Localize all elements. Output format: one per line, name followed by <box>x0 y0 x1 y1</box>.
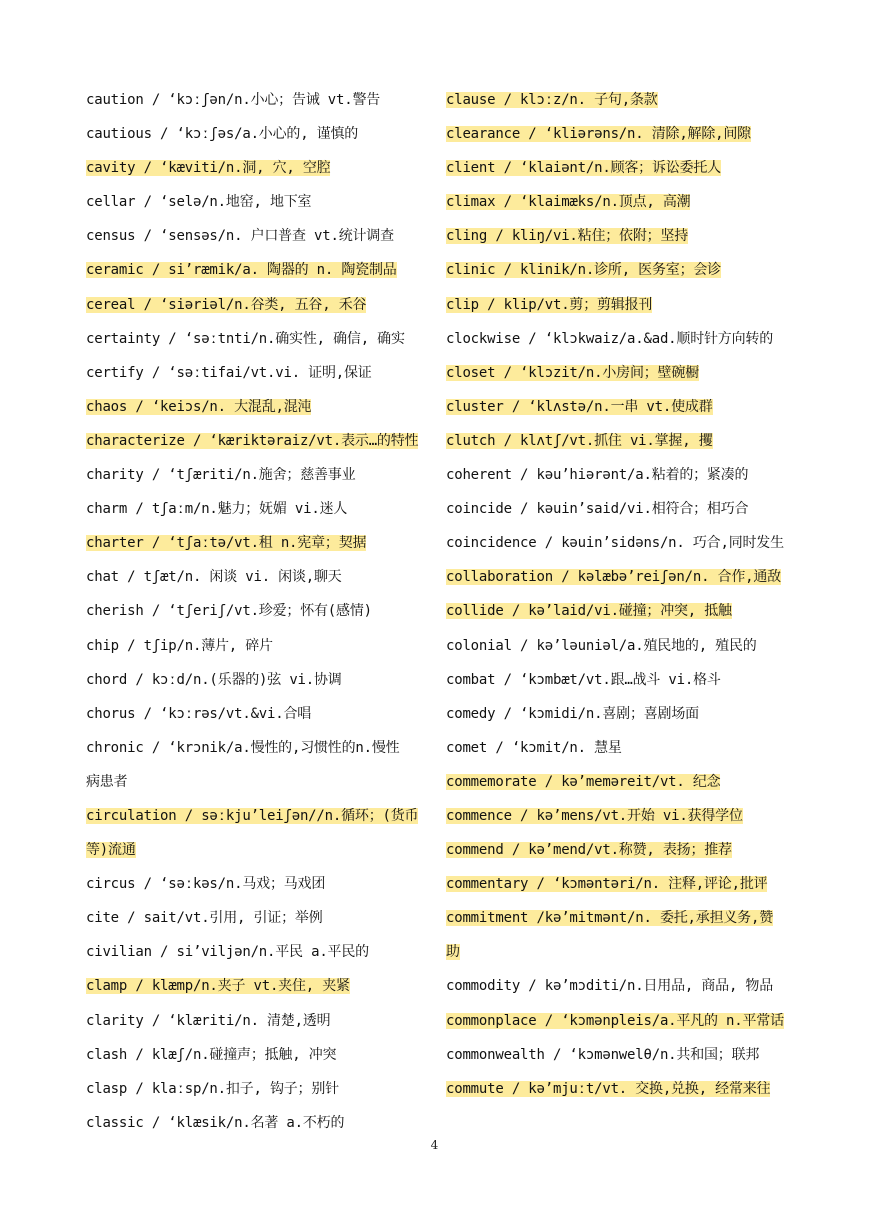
vocab-entry <box>446 765 782 799</box>
vocab-entry <box>86 288 422 322</box>
vocab-entry <box>446 1004 782 1038</box>
vocab-entry-text: client / ‘klaiənt/n.顾客；诉讼委托人 <box>446 160 721 177</box>
vocab-entry <box>446 117 782 151</box>
vocab-entry <box>86 935 422 969</box>
vocab-entry-text: collide / kə’laid/vi.碰撞；冲突, 抵触 <box>446 603 732 620</box>
vocab-entry-text: civilian / si’viljən/n.平民 a.平民的 <box>86 944 369 961</box>
vocab-entry-text: clinic / klinik/n.诊所, 医务室；会诊 <box>446 262 721 279</box>
vocab-entry-text: chord / kɔːd/n.(乐器的)弦 vi.协调 <box>86 671 342 688</box>
vocab-entry <box>446 969 782 1003</box>
vocab-entry-text: climax / ‘klaimæks/n.顶点, 高潮 <box>446 194 691 211</box>
vocab-entry-text: coherent / kəu’hiərənt/a.粘着的；紧凑的 <box>446 467 749 484</box>
vocab-entry-text: commodity / kə’mɔditi/n.日用品, 商品, 物品 <box>446 978 774 995</box>
vocab-entry <box>446 83 782 117</box>
vocab-entry-text: ceramic / si’ræmik/a. 陶器的 n. 陶瓷制品 <box>86 262 397 279</box>
vocab-entry <box>446 731 782 765</box>
vocab-entry <box>446 594 782 628</box>
vocab-entry <box>86 833 422 867</box>
vocab-entry-text: comet / ‘kɔmit/n. 慧星 <box>446 739 622 756</box>
vocab-entry-text: commence / kə’mens/vt.开始 vi.获得学位 <box>446 807 743 824</box>
vocab-entry <box>86 594 422 628</box>
vocab-entry-text: coincide / kəuin’said/vi.相符合；相巧合 <box>446 501 749 518</box>
vocab-entry-text: chorus / ‘kɔːrəs/vt.&vi.合唱 <box>86 705 312 722</box>
vocab-entry-text: clash / klæʃ/n.碰撞声；抵触, 冲突 <box>86 1046 337 1063</box>
vocab-entry-text: clasp / klaːsp/n.扣子, 钩子；别针 <box>86 1080 339 1097</box>
vocab-entry <box>446 1072 782 1106</box>
vocab-entry-text: circus / ‘səːkəs/n.马戏；马戏团 <box>86 876 326 893</box>
page-number: 4 <box>430 1138 439 1152</box>
vocab-entry-text: commute / kə’mjuːt/vt. 交换,兑换, 经常来往 <box>446 1080 771 1097</box>
vocab-entry-text: 等)流通 <box>86 842 136 859</box>
vocab-entry <box>86 1072 422 1106</box>
vocab-entry <box>86 560 422 594</box>
vocab-entry-text: commitment /kə’mitmənt/n. 委托,承担义务,赞 <box>446 910 774 927</box>
vocab-entry-text: chaos / ‘keiɔs/n. 大混乱,混沌 <box>86 398 312 415</box>
vocab-entry-text: charter / ‘tʃaːtə/vt.租 n.宪章；契据 <box>86 535 367 552</box>
vocab-entry <box>86 185 422 219</box>
vocab-entry <box>446 526 782 560</box>
vocab-entry <box>86 526 422 560</box>
vocab-entry <box>446 390 782 424</box>
vocab-entry <box>86 390 422 424</box>
vocab-entry-text: cereal / ‘siəriəl/n.谷类, 五谷, 禾谷 <box>86 296 367 313</box>
vocab-entry <box>86 356 422 390</box>
vocab-entry <box>86 253 422 287</box>
vocab-entry-text: cautious / ‘kɔːʃəs/a.小心的, 谨慎的 <box>86 126 359 143</box>
vocab-entry-text: combat / ‘kɔmbæt/vt.跟…战斗 vi.格斗 <box>446 671 721 688</box>
vocab-entry <box>86 219 422 253</box>
left-column <box>86 83 422 1140</box>
vocab-entry <box>446 935 782 969</box>
vocab-entry-text: commentary / ‘kɔməntəri/n. 注释,评论,批评 <box>446 876 768 893</box>
vocab-entry-text: cluster / ‘klʌstə/n.一串 vt.使成群 <box>446 398 713 415</box>
vocab-entry-text: colonial / kə’ləuniəl/a.殖民地的, 殖民的 <box>446 637 757 654</box>
vocab-entry-text: commonwealth / ‘kɔmənwelθ/n.共和国；联邦 <box>446 1046 760 1063</box>
vocab-entry-text: commonplace / ‘kɔmənpleis/a.平凡的 n.平常话 <box>446 1012 784 1029</box>
vocab-entry <box>86 697 422 731</box>
vocab-entry-text: clockwise / ‘klɔkwaiz/a.&ad.顺时针方向转的 <box>446 330 774 347</box>
vocab-entry <box>446 697 782 731</box>
vocab-entry-text: 病患者 <box>86 773 128 790</box>
vocab-entry-text: comedy / ‘kɔmidi/n.喜剧；喜剧场面 <box>446 705 699 722</box>
vocab-entry <box>86 458 422 492</box>
vocab-entry <box>446 1038 782 1072</box>
vocab-entry <box>446 833 782 867</box>
vocab-entry-text: charity / ‘tʃæriti/n.施舍；慈善事业 <box>86 467 356 484</box>
vocab-entry <box>446 458 782 492</box>
vocab-entry <box>446 288 782 322</box>
vocab-entry <box>86 969 422 1003</box>
vocab-entry <box>86 799 422 833</box>
vocab-entry <box>86 322 422 356</box>
vocab-entry <box>446 492 782 526</box>
vocab-entry-text: certainty / ‘səːtnti/n.确实性, 确信, 确实 <box>86 330 405 347</box>
vocab-entry <box>86 492 422 526</box>
vocab-entry-text: closet / ‘klɔzit/n.小房间；壁碗橱 <box>446 364 699 381</box>
vocab-entry <box>86 901 422 935</box>
vocab-entry <box>86 1038 422 1072</box>
vocab-entry-text: chat / tʃæt/n. 闲谈 vi. 闲谈,聊天 <box>86 569 342 586</box>
vocab-entry-text: charm / tʃaːm/n.魅力；妩媚 vi.迷人 <box>86 501 348 518</box>
vocab-entry <box>86 1106 422 1140</box>
vocab-entry-text: clause / klɔːz/n. 子句,条款 <box>446 92 658 108</box>
vocab-entry <box>86 117 422 151</box>
vocab-entry-text: cavity / ‘kæviti/n.洞, 穴, 空腔 <box>86 160 331 177</box>
vocab-entry <box>446 867 782 901</box>
vocab-entry-text: cling / kliŋ/vi.粘住；依附；坚持 <box>446 228 689 245</box>
vocab-entry-text: certify / ‘səːtifai/vt.vi. 证明,保证 <box>86 364 372 381</box>
vocab-entry-text: chronic / ‘krɔnik/a.慢性的,习惯性的n.慢性 <box>86 739 400 756</box>
vocab-entry-text: cherish / ‘tʃeriʃ/vt.珍爱；怀有(感情) <box>86 603 372 620</box>
vocab-entry-text: clip / klip/vt.剪；剪辑报刊 <box>446 296 653 313</box>
vocab-entry <box>446 322 782 356</box>
vocab-entry <box>86 765 422 799</box>
vocab-entry <box>446 253 782 287</box>
vocab-entry <box>86 867 422 901</box>
vocab-entry-text: clamp / klæmp/n.夹子 vt.夹住, 夹紧 <box>86 978 350 995</box>
vocab-entry <box>86 424 422 458</box>
vocab-entry <box>86 83 422 117</box>
vocab-entry-text: clutch / klʌtʃ/vt.抓住 vi.掌握, 攫 <box>446 432 713 449</box>
vocab-entry <box>446 560 782 594</box>
vocab-entry-text: census / ‘sensəs/n. 户口普查 vt.统计调查 <box>86 228 394 245</box>
vocab-entry-text: cellar / ‘selə/n.地窑, 地下室 <box>86 194 312 211</box>
vocab-entry-text: chip / tʃip/n.薄片, 碎片 <box>86 637 273 654</box>
vocab-entry-text: cite / sait/vt.引用, 引证；举例 <box>86 910 323 927</box>
vocab-entry <box>446 151 782 185</box>
vocab-entry-text: clearance / ‘kliərəns/n. 清除,解除,间隙 <box>446 126 751 143</box>
right-column <box>446 83 782 1106</box>
vocab-entry-text: commemorate / kə’meməreit/vt. 纪念 <box>446 773 721 790</box>
vocab-entry-text: classic / ‘klæsik/n.名著 a.不朽的 <box>86 1114 345 1131</box>
vocab-entry <box>86 629 422 663</box>
vocab-entry-text: collaboration / kəlæbə’reiʃən/n. 合作,通敌 <box>446 569 781 586</box>
vocab-entry-text: clarity / ‘klæriti/n. 清楚,透明 <box>86 1012 331 1029</box>
vocab-entry <box>446 901 782 935</box>
vocab-entry <box>86 663 422 697</box>
vocab-entry <box>86 1004 422 1038</box>
vocab-entry-text: circulation / səːkju’leiʃən//n.循环；(货币 <box>86 807 419 824</box>
vocab-entry <box>446 424 782 458</box>
vocab-entry <box>86 731 422 765</box>
vocab-entry-text: characterize / ‘kæriktəraiz/vt.表示…的特性 <box>86 432 419 449</box>
vocab-entry <box>446 219 782 253</box>
vocab-entry <box>446 663 782 697</box>
vocab-entry-text: caution / ‘kɔːʃən/n.小心；告诫 vt.警告 <box>86 92 381 108</box>
vocab-entry <box>446 356 782 390</box>
vocab-entry <box>86 151 422 185</box>
vocab-entry <box>446 799 782 833</box>
vocab-entry-text: commend / kə’mend/vt.称赞, 表扬；推荐 <box>446 842 732 859</box>
vocab-entry <box>446 629 782 663</box>
vocab-entry-text: coincidence / kəuin’sidəns/n. 巧合,同时发生 <box>446 535 784 552</box>
vocab-entry-text: 助 <box>446 944 460 961</box>
vocab-entry <box>446 185 782 219</box>
